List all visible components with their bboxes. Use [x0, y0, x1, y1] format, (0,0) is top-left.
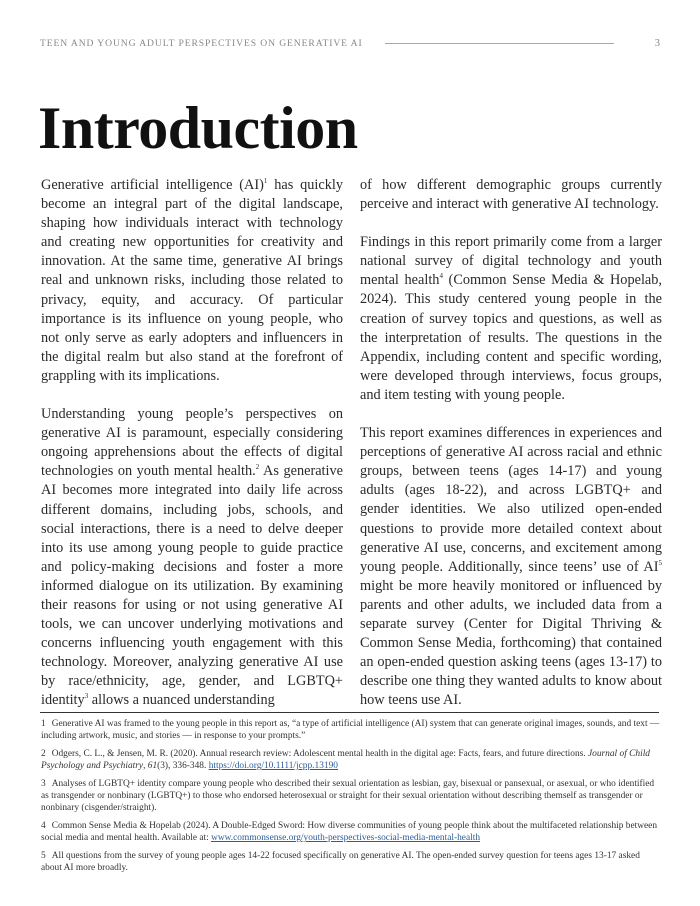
header-divider: [385, 43, 614, 44]
paragraph: [360, 233, 662, 405]
right-column: [360, 176, 662, 729]
footnote-5: [41, 850, 661, 875]
paragraph: [41, 176, 343, 386]
footnote-number: 3: [41, 778, 46, 789]
footnote-text: Generative AI was framed to the young people in this report as, “a type of artificial intelligence (AI) system that can generate original images, sounds, and text — including artwork, music, and stories — in response to your prompts.”: [41, 719, 660, 742]
footnote-ref[interactable]: 2: [255, 463, 260, 472]
footnote-number: 5: [41, 850, 46, 861]
footnote-ref[interactable]: 4: [439, 272, 443, 281]
text: has quickly become an integral part of the digital landscape, shaping how individuals interact with technology and creating new opportunities for creativity and innovation. At the same time, generative AI brings real and unknown risks, including those related to privacy, equity, and accuracy. Of particular importance is its influence on young people, who not only serve as early adopters and influencers in the digital realm but also stand at the forefront of grappling with its implications.: [41, 177, 343, 384]
footnote-ref[interactable]: 1: [263, 177, 268, 185]
text: (Common Sense Media & Hopelab, 2024). This study centered young people in the creation of survey topics and questions, as well as the interpretation of results. The questions in the Appendix, including content and specific wording, were developed through interviews, focus groups, and item testing with young people.: [360, 272, 662, 403]
footnote-divider: [40, 712, 659, 713]
text: Understanding young people’s perspectives on generative AI is paramount, especially considering ongoing apprehensions about the effects of digital technologies on youth mental health.: [41, 406, 343, 480]
text: might be more heavily monitored or influenced by parents and other adults, we included data from a separate survey (Center for Digital Thriving & Common Sense Media, forthcoming) that contained an open-ended question asking teens (ages 13-17) to describe one thing they wanted adults to know about how teens use AI.: [360, 577, 662, 709]
paragraph: [41, 405, 343, 711]
text: This report examines differences in experiences and perceptions of generative AI across racial and ethnic groups, between teens (ages 14-17) and young adults (ages 18-22), and across LGBTQ+ and gender identities. We also utilized open-ended questions to provide more detailed context about generative AI use, concerns, and excitement among young people. Additionally, since teens’ use of AI: [360, 425, 662, 575]
running-header: [40, 36, 660, 50]
text: allows a nuanced understanding: [88, 692, 275, 709]
footnote-1: [41, 718, 661, 743]
footnote-text: Common Sense Media & Hopelab (2024). A Double-Edged Sword: How diverse communities of young people think about the multifaceted relationship between social media and mental health. Available at:: [41, 820, 658, 844]
footnote-3: [41, 778, 661, 815]
footnote-text: (3), 336-348.: [157, 761, 209, 772]
footnote-4: [41, 820, 661, 845]
paragraph: [360, 424, 662, 710]
paragraph: of how different demographic groups currently perceive and interact with generative AI technology.: [360, 177, 662, 213]
journal-title: Journal of Child Psychology and Psychiatry: [41, 748, 650, 772]
footnote-text: ,: [143, 761, 148, 772]
left-column: [41, 176, 343, 730]
footnote-number: 2: [41, 748, 46, 759]
footnote-text: Odgers, C. L., & Jensen, M. R. (2020). Annual research review: Adolescent mental health in the digital age: Facts, fears, and future directions.: [51, 748, 588, 759]
running-title: TEEN AND YOUNG ADULT PERSPECTIVES ON GENERATIVE AI: [40, 37, 363, 49]
footnote-text: All questions from the survey of young people ages 14-22 focused specifically on generative AI. The open-ended survey question for teens ages 13-17 asked about AI more broadly.: [41, 850, 640, 874]
footnote-ref[interactable]: 5: [658, 558, 662, 567]
footnote-2: [41, 748, 661, 773]
text: Generative artificial intelligence (AI): [41, 177, 264, 193]
footnote-text: Analyses of LGBTQ+ identity compare young people who described their sexual orientation as lesbian, gay, bisexual or pansexual, or asexual, or who identified as transgender or nonbinary (LGBTQ+) to those who endorsed heterosexual or straight for their sexual orientation without describing themself as transgender or nonbinary (cisgender/straight).: [41, 778, 655, 814]
footnote-ref[interactable]: 3: [84, 692, 89, 701]
journal-volume: 61: [147, 761, 158, 772]
footnote-number: 4: [41, 820, 46, 831]
text: Findings in this report primarily come from a larger national survey of digital technology and youth mental health: [360, 234, 662, 289]
doi-link[interactable]: https://doi.org/10.1111/jcpp.13190: [208, 761, 338, 772]
commonsense-link[interactable]: www.commonsense.org/youth-perspectives-social-media-mental-health: [211, 833, 481, 844]
page-title: Introduction: [38, 95, 358, 161]
text: As generative AI becomes more integrated into daily life across different domains, including jobs, schools, and social interactions, there is a need to delve deeper into its use among young people to guide practice and policy-making decisions and foster a more informed dialogue on its utilization. By examining their reasons for using or not using generative AI tools, we can uncover underlying motivations and concerns influencing youth engagement with this technology. Moreover, analyzing generative AI use by race/ethnicity, age, gender, and LGBTQ+ identity: [41, 463, 343, 709]
footnote-number: 1: [41, 719, 46, 729]
page-number: 3: [654, 37, 660, 49]
footnotes: [41, 718, 661, 879]
